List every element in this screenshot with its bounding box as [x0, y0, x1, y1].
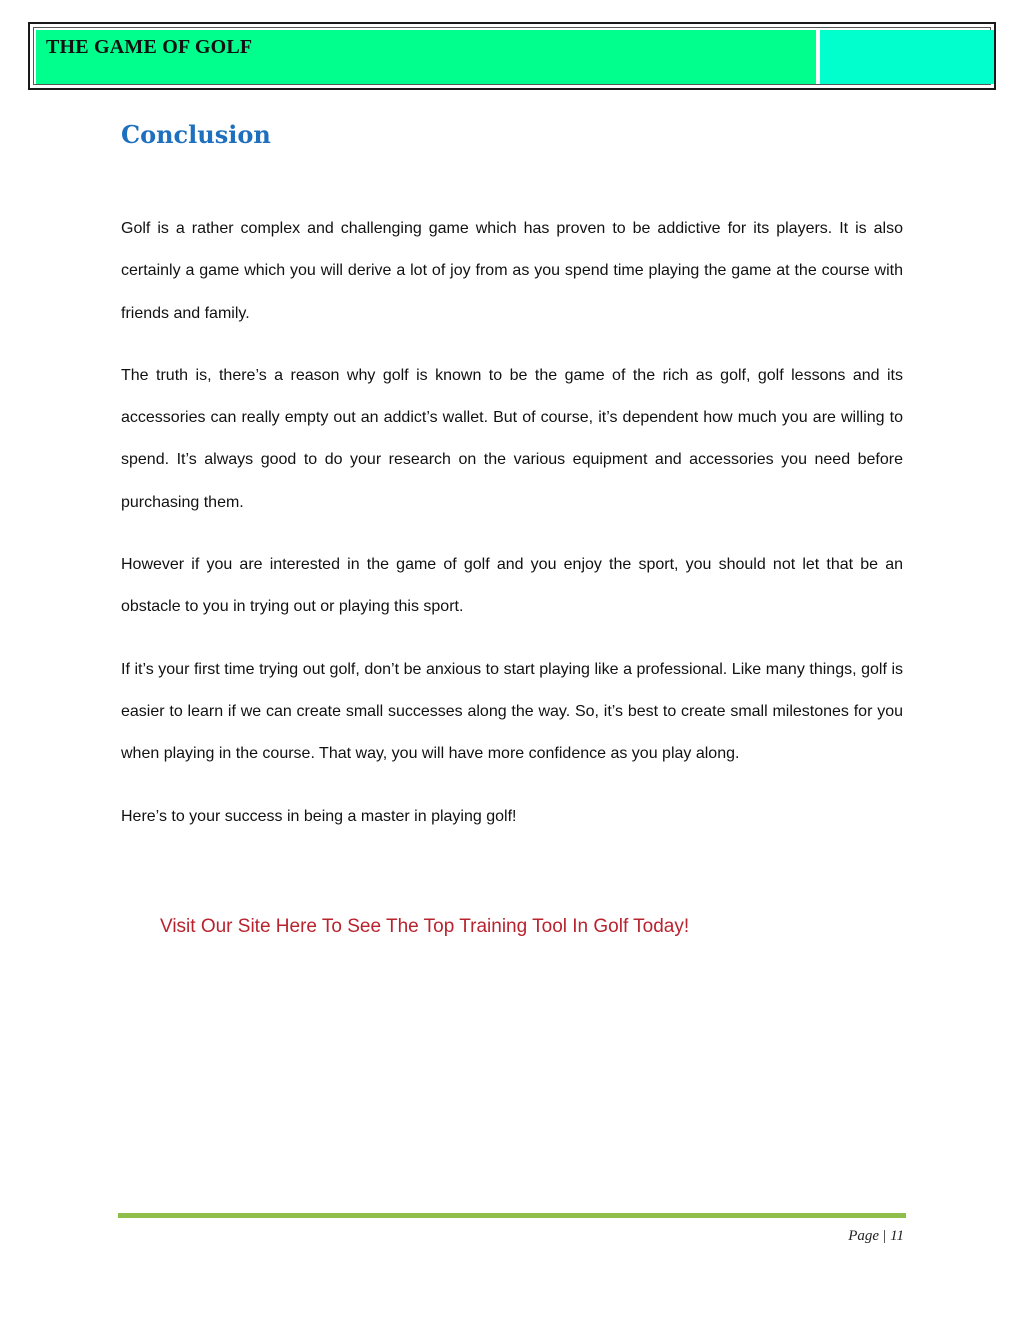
visit-site-link[interactable]: Visit Our Site Here To See The Top Training Tool In Golf Today!	[160, 916, 690, 937]
body-text	[121, 208, 903, 858]
page-number-value: 11	[890, 1228, 904, 1244]
page-label: Page	[848, 1228, 880, 1244]
header-title: THE GAME OF GOLF	[46, 36, 253, 58]
section-heading: Conclusion	[121, 120, 271, 149]
paragraph: If it’s your first time trying out golf, don’t be anxious to start playing like a professional. Like many things, golf is easier to learn if we can create small successes along the way. So, it’s best to create small milestones for you when playing in the course. That way, you will have more confidence as you play along.	[121, 660, 903, 763]
paragraph: The truth is, there’s a reason why golf is known to be the game of the rich as golf, golf lessons and its accessories can really empty out an addict’s wallet. But of course, it’s dependent how much you are willing to spend. It’s always good to do your research on the various equipment and accessories you need before purchasing them.	[121, 366, 903, 511]
header-banner	[28, 22, 996, 90]
footer-divider	[118, 1213, 906, 1218]
paragraph: Golf is a rather complex and challenging game which has proven to be addictive for its players. It is also certainly a game which you will derive a lot of joy from as you spend time playing the game at the course with friends and family.	[121, 220, 903, 322]
paragraph: However if you are interested in the game of golf and you enjoy the sport, you should not let that be an obstacle to you in trying out or playing this sport.	[121, 556, 903, 616]
paragraph: Here’s to your success in being a master in playing golf!	[121, 807, 517, 825]
header-accent-block	[820, 30, 994, 84]
page-separator: |	[883, 1228, 887, 1244]
page-number	[848, 1228, 904, 1245]
